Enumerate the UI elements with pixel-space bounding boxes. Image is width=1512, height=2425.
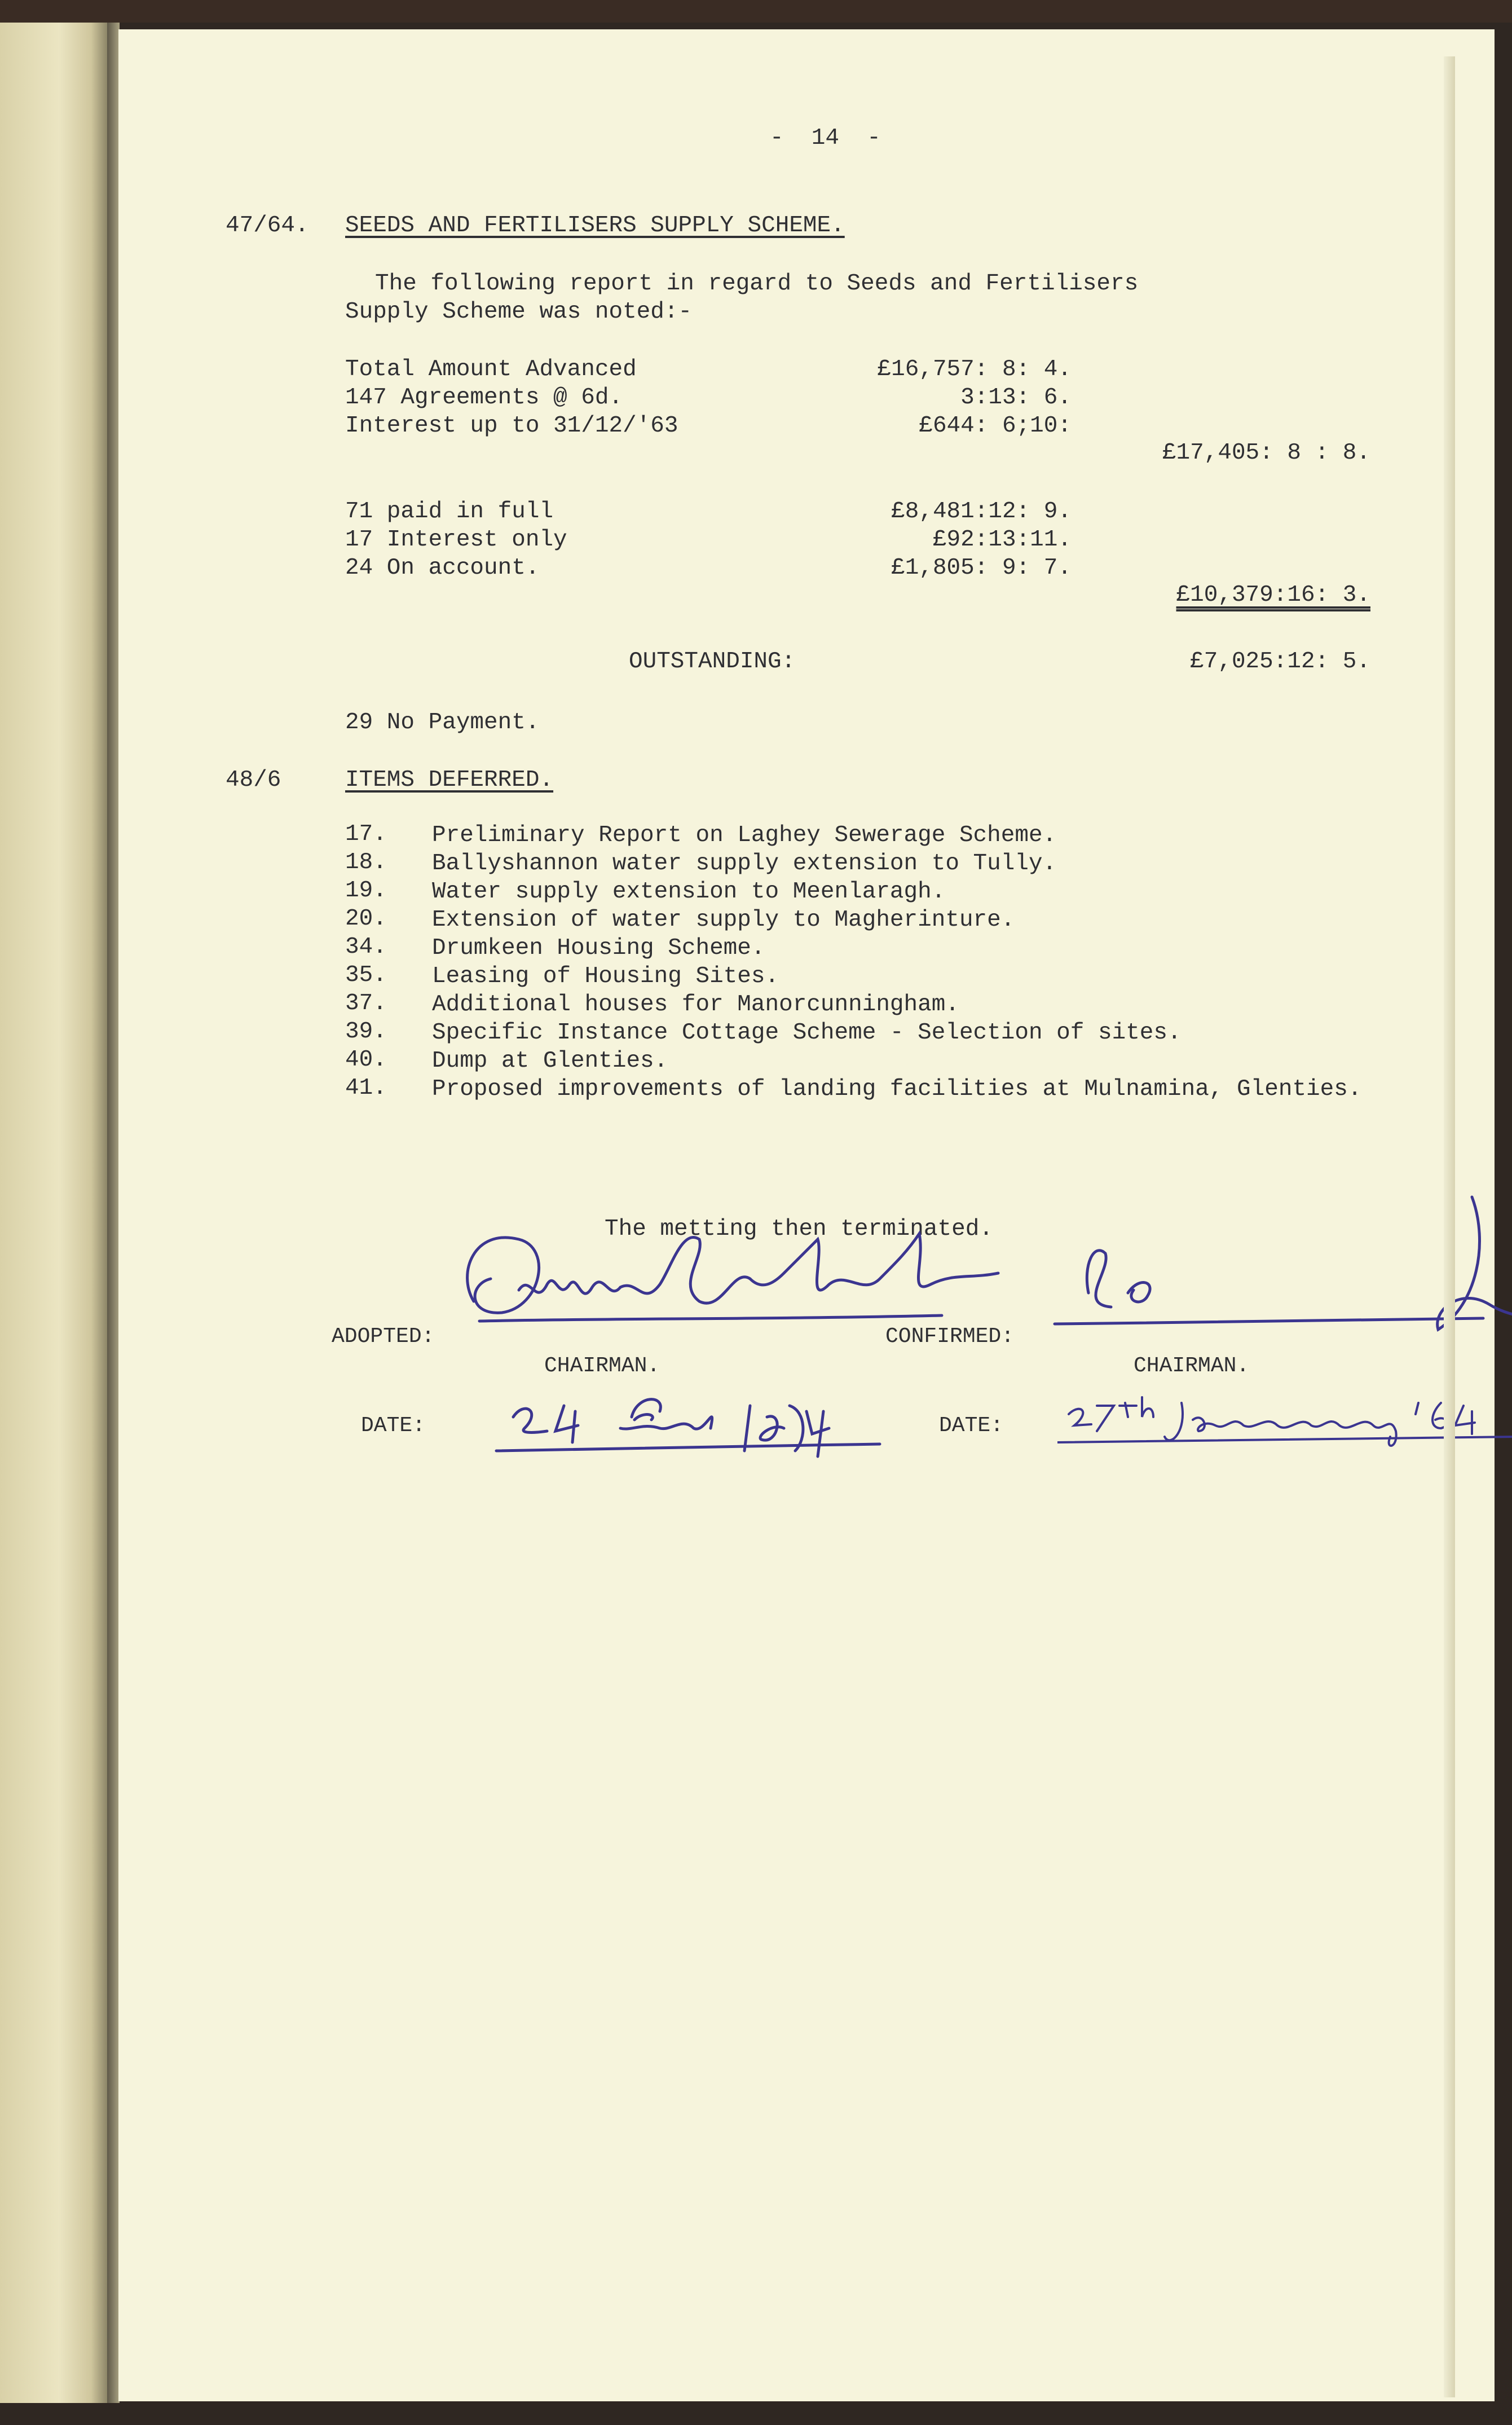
adopted-date-handwriting xyxy=(491,1366,885,1468)
outstanding-amount: £7,025:12: 5. xyxy=(1190,649,1370,675)
adopted-date-label: DATE: xyxy=(361,1414,426,1438)
confirmed-date-label: DATE: xyxy=(939,1414,1004,1438)
adopted-chairman-label: CHAIRMAN. xyxy=(544,1354,660,1378)
closing-line: The metting then terminated. xyxy=(605,1216,993,1242)
item-number: 35. xyxy=(345,962,387,988)
item-number: 40. xyxy=(345,1047,387,1073)
item-number: 19. xyxy=(345,878,387,904)
row-label: 17 Interest only xyxy=(345,527,567,553)
item-text: Additional houses for Manorcunningham. xyxy=(432,992,959,1018)
item-number: 34. xyxy=(345,934,387,960)
confirmed-chairman-label: CHAIRMAN. xyxy=(1134,1354,1250,1378)
row-label: 71 paid in full xyxy=(345,499,554,525)
item-text: Dump at Glenties. xyxy=(432,1048,668,1074)
outstanding-label: OUTSTANDING: xyxy=(629,649,796,675)
adopted-label: ADOPTED: xyxy=(332,1324,435,1349)
item-text: Specific Instance Cottage Scheme - Selection of sites. xyxy=(432,1020,1182,1046)
page-number: - 14 - xyxy=(770,125,881,151)
item-number: 17. xyxy=(345,821,387,847)
subtotal-advanced: £17,405: 8 : 8. xyxy=(1162,440,1370,466)
adopted-signature-image xyxy=(434,1217,1055,1386)
confirmed-signature-image xyxy=(1043,1174,1512,1366)
item-text: Water supply extension to Meenlaragh. xyxy=(432,879,946,905)
document-page xyxy=(118,29,1495,2401)
row-amount: £92:13:11. xyxy=(932,527,1072,553)
item-text: Ballyshannon water supply extension to Tully. xyxy=(432,851,1057,877)
intro-line-1: The following report in regard to Seeds and Fertilisers xyxy=(375,271,1139,297)
facing-page-edge xyxy=(0,23,107,2403)
row-label: 147 Agreements @ 6d. xyxy=(345,385,623,411)
section-ref-47-64: 47/64. xyxy=(226,213,309,239)
item-number: 20. xyxy=(345,906,387,932)
row-amount: £16,757: 8: 4. xyxy=(877,357,1072,382)
row-label: 24 On account. xyxy=(345,555,540,581)
row-amount: £644: 6;10: xyxy=(919,413,1072,439)
row-label: Total Amount Advanced xyxy=(345,357,637,382)
intro-line-2: Supply Scheme was noted:- xyxy=(345,299,693,325)
item-text: Extension of water supply to Magherinture. xyxy=(432,907,1015,933)
item-text: Proposed improvements of landing facilities at Mulnamina, Glenties. xyxy=(432,1076,1362,1102)
section-heading-items-deferred: ITEMS DEFERRED. xyxy=(345,767,554,793)
no-payment-line: 29 No Payment. xyxy=(345,710,540,736)
row-label: Interest up to 31/12/'63 xyxy=(345,413,678,439)
section-ref-48-6: 48/6 xyxy=(226,767,281,793)
item-number: 41. xyxy=(345,1075,387,1101)
section-heading-seeds: SEEDS AND FERTILISERS SUPPLY SCHEME. xyxy=(345,213,845,239)
item-text: Preliminary Report on Laghey Sewerage Scheme. xyxy=(432,822,1057,848)
item-number: 37. xyxy=(345,991,387,1016)
item-number: 39. xyxy=(345,1019,387,1045)
item-text: Drumkeen Housing Scheme. xyxy=(432,935,765,961)
book-cover-edge xyxy=(0,0,1512,23)
confirmed-label: CONFIRMED: xyxy=(885,1324,1015,1349)
row-amount: £1,805: 9: 7. xyxy=(891,555,1072,581)
book-gutter xyxy=(107,23,120,2403)
row-amount: £8,481:12: 9. xyxy=(891,499,1072,525)
subtotal-paid: £10,379:16: 3. xyxy=(1176,582,1370,608)
page-edge xyxy=(1444,56,1455,2397)
item-number: 18. xyxy=(345,850,387,875)
row-amount: 3:13: 6. xyxy=(960,385,1072,411)
item-text: Leasing of Housing Sites. xyxy=(432,963,779,989)
